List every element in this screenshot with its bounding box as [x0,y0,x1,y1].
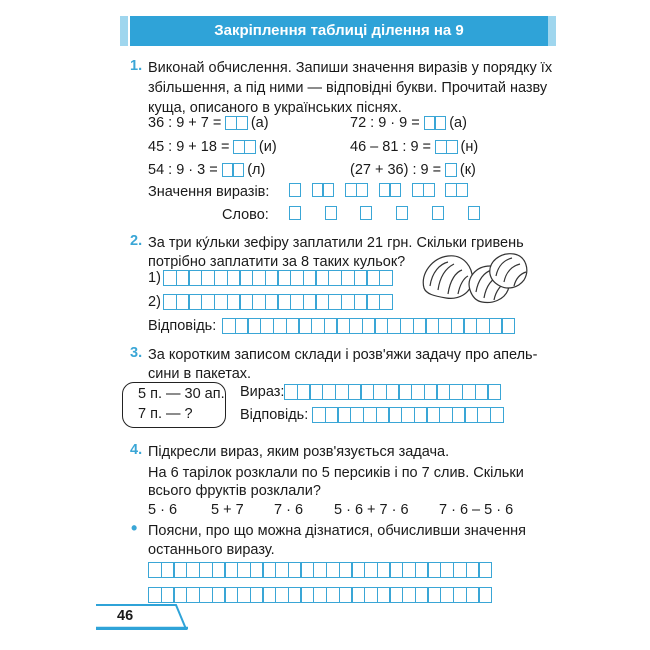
letter-cell[interactable] [360,206,372,220]
expression-text: 45 : 9 + 18 = [148,139,230,155]
value-cell[interactable] [423,183,435,197]
answer-cell[interactable] [236,116,248,130]
task1-number: 1. [130,58,143,74]
answer-grid-step2[interactable] [163,294,392,310]
task1-line1: Виконай обчислення. Запиши значення виразів у порядку їх [148,60,553,76]
task4-line3: всього фруктів розклали? [148,483,321,499]
option-expression[interactable]: 7 · 6 – 5 · 6 [439,502,514,518]
task2-number: 2. [130,233,143,249]
letter-cell[interactable] [289,206,301,220]
task2-step1-label: 1) [148,270,161,286]
expression-row [148,113,269,133]
task4-line2: На 6 тарілок розклали по 5 персиків і по 7 слив. Скільки [148,465,524,481]
task4-number: 4. [130,442,143,458]
expression-row [350,160,476,180]
task2-answer-label: Відповідь: [148,318,217,334]
answer-cell[interactable] [244,140,256,154]
bullet-line2: останнього виразу. [148,542,275,558]
answer-grid-step1[interactable] [163,270,392,286]
expression-letter: (н) [460,139,479,155]
grid-cell[interactable] [379,294,393,310]
grid-cell[interactable] [478,562,492,578]
task3-expression-label: Вираз: [240,384,285,400]
task1-line2: збільшення, а під ними — відповідні букви. Прочитай назву [148,80,548,96]
answer-grid-task3[interactable] [312,407,503,423]
expression-text: 72 : 9 · 9 = [350,115,420,131]
task2-line2: потрібно заплатити за 8 таких кульок? [148,254,406,270]
word-cells [289,206,478,220]
letter-cell[interactable] [468,206,480,220]
grid-cell[interactable] [379,270,393,286]
answer-cell[interactable] [232,163,244,177]
page-title: Закріплення таблиці ділення на 9 [214,22,464,39]
expression-letter: (л) [247,162,266,178]
bullet-line1: Поясни, про що можна дізнатися, обчисливши значення [148,523,526,539]
grid-cell[interactable] [490,407,504,423]
answer-grid-row2[interactable] [148,587,491,603]
expression-text: 46 – 81 : 9 = [350,139,432,155]
page-number-tab [96,604,188,630]
values-label: Значення виразів: [148,184,270,200]
expression-letter: (а) [449,115,467,131]
task2-step2-label: 2) [148,294,161,310]
value-cell[interactable] [356,183,368,197]
banner-stripe-right [548,16,556,46]
banner-stripe-left [120,16,128,46]
option-expression[interactable]: 5 · 6 + 7 · 6 [334,502,409,518]
expression-letter: (а) [250,115,269,131]
page-number: 46 [117,608,134,624]
values-cells [289,183,467,197]
value-cell[interactable] [456,183,468,197]
note-line1: 5 п. — 30 ап. [138,386,225,402]
answer-cell[interactable] [446,140,458,154]
task3-line1: За коротким записом склади і розв'яжи задачу про апель- [148,347,538,363]
task3-answer-label: Відповідь: [240,407,309,423]
task4-line1: Підкресли вираз, яким розв'язується задача. [148,444,450,460]
task2-line1: За три ку́льки зефіру заплатили 21 грн. Скільки гривень [148,235,524,251]
word-label: Слово: [222,207,269,223]
task3-line2: сини в пакетах. [148,366,252,382]
value-cell[interactable] [322,183,334,197]
grid-cell[interactable] [501,318,515,334]
marshmallow-illustration [418,248,530,310]
answer-grid-task2[interactable] [222,318,514,334]
answer-cell[interactable] [445,163,457,177]
value-cell[interactable] [289,183,301,197]
expression-letter: (и) [258,139,277,155]
value-cell[interactable] [389,183,401,197]
expression-row [148,137,277,157]
task1-line3: куща, описаного в українських піснях. [148,100,402,116]
bullet-dot: • [131,518,138,538]
option-expression[interactable]: 5 · 6 [148,502,178,518]
letter-cell[interactable] [325,206,337,220]
note-line2: 7 п. — ? [138,406,193,422]
expression-text: 54 : 9 · 3 = [148,162,218,178]
letter-cell[interactable] [432,206,444,220]
expression-letter: (к) [459,162,476,178]
expression-row [350,137,478,157]
expression-text: 36 : 9 + 7 = [148,115,222,131]
answer-grid-row1[interactable] [148,562,491,578]
option-expression[interactable]: 5 + 7 [211,502,244,518]
expression-text: (27 + 36) : 9 = [350,162,442,178]
grid-cell[interactable] [478,587,492,603]
grid-cell[interactable] [487,384,501,400]
expression-row [148,160,265,180]
letter-cell[interactable] [396,206,408,220]
answer-cell[interactable] [434,116,446,130]
expression-row [350,113,467,133]
task3-number: 3. [130,345,143,361]
option-expression[interactable]: 7 · 6 [274,502,304,518]
answer-grid-expression[interactable] [284,384,500,400]
